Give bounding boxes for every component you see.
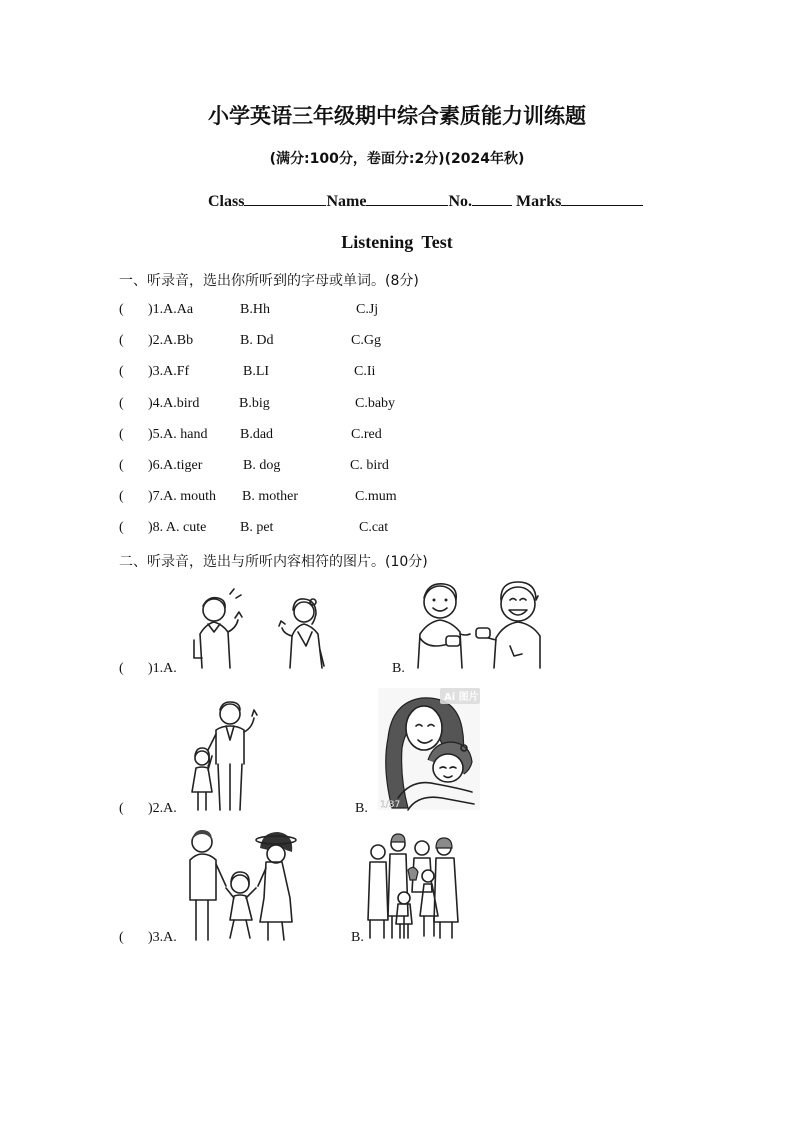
- question-row: [0, 333, 794, 351]
- question-option-a: )8. A. cute: [148, 520, 207, 535]
- answer-paren[interactable]: (: [119, 520, 124, 535]
- watermark-text: Ai 图片: [444, 692, 479, 703]
- question-row: [0, 458, 794, 476]
- question-option-b: B.LI: [243, 364, 270, 379]
- question-option-b: B.big: [239, 396, 270, 411]
- question-option-a: )5.A. hand: [148, 427, 208, 442]
- section1-heading: 一、听录音，选出你所听到的字母或单词。(8分): [119, 273, 419, 289]
- question-option-b: B. pet: [240, 520, 274, 535]
- section2-heading: 二、听录音，选出与所听内容相符的图片。(10分): [119, 554, 428, 570]
- question-option-c: C.baby: [355, 396, 396, 411]
- question-row: [0, 520, 794, 538]
- exam-subtitle: (满分:100分，卷面分:2分)(2024年秋): [269, 151, 525, 167]
- answer-paren[interactable]: (: [119, 333, 124, 348]
- question-row: [0, 489, 794, 507]
- class-blank[interactable]: [244, 191, 326, 206]
- question-option-a: )4.A.bird: [148, 396, 200, 411]
- question-option-a: )6.A.tiger: [148, 458, 203, 473]
- question-option-a: )1.A.Aa: [148, 302, 194, 317]
- family-of-three-picture: [186, 828, 296, 942]
- question-option-c: C.red: [351, 427, 382, 442]
- question-option-c: C.Jj: [356, 302, 379, 317]
- exam-title: 小学英语三年级期中综合素质能力训练题: [208, 104, 586, 128]
- answer-paren[interactable]: (: [119, 489, 124, 504]
- listening-test-heading: Listening Test: [341, 232, 453, 252]
- question-option-c: C. bird: [350, 458, 389, 473]
- no-label: No.: [448, 193, 472, 210]
- class-label: Class: [208, 193, 245, 210]
- boy-and-girl-waving-picture: [186, 588, 362, 670]
- picture-option-a-label: )1.A.: [148, 661, 177, 676]
- question-option-a: )3.A.Ff: [148, 364, 190, 379]
- marks-label: Marks: [516, 193, 562, 210]
- answer-paren[interactable]: (: [119, 801, 124, 816]
- question-option-c: C.cat: [359, 520, 389, 535]
- question-row: [0, 302, 794, 320]
- picture-option-b-label: B.: [355, 801, 368, 816]
- question-option-b: B.dad: [240, 427, 274, 442]
- picture-question-row: [0, 661, 794, 679]
- question-row: [0, 427, 794, 445]
- question-option-b: B.Hh: [240, 302, 270, 317]
- name-label: Name: [326, 193, 367, 210]
- picture-option-b-label: B.: [392, 661, 405, 676]
- answer-paren[interactable]: (: [119, 302, 124, 317]
- answer-paren[interactable]: (: [119, 930, 124, 945]
- question-row: [0, 396, 794, 414]
- answer-paren[interactable]: (: [119, 396, 124, 411]
- name-blank[interactable]: [366, 191, 448, 206]
- image-counter-badge: 1/37: [380, 800, 401, 810]
- picture-option-a-label: )3.A.: [148, 930, 177, 945]
- answer-paren[interactable]: (: [119, 458, 124, 473]
- question-option-a: )2.A.Bb: [148, 333, 194, 348]
- question-option-c: C.Ii: [354, 364, 376, 379]
- answer-paren[interactable]: (: [119, 661, 124, 676]
- marks-blank[interactable]: [561, 191, 643, 206]
- father-and-daughter-picture: [186, 700, 264, 812]
- answer-paren[interactable]: (: [119, 427, 124, 442]
- picture-option-b-label: B.: [351, 930, 364, 945]
- question-option-c: C.mum: [355, 489, 397, 504]
- two-boys-sharing-food-picture: [414, 578, 544, 670]
- question-row: [0, 364, 794, 382]
- question-option-b: B. mother: [242, 489, 298, 504]
- no-blank[interactable]: [472, 191, 512, 206]
- mother-hugging-child-picture: [378, 688, 480, 810]
- question-option-a: )7.A. mouth: [148, 489, 217, 504]
- question-option-b: B. dog: [243, 458, 281, 473]
- question-option-c: C.Gg: [351, 333, 381, 348]
- big-family-group-picture: [364, 832, 464, 942]
- answer-paren[interactable]: (: [119, 364, 124, 379]
- picture-option-a-label: )2.A.: [148, 801, 177, 816]
- student-info-line: [208, 191, 643, 211]
- question-option-b: B. Dd: [240, 333, 274, 348]
